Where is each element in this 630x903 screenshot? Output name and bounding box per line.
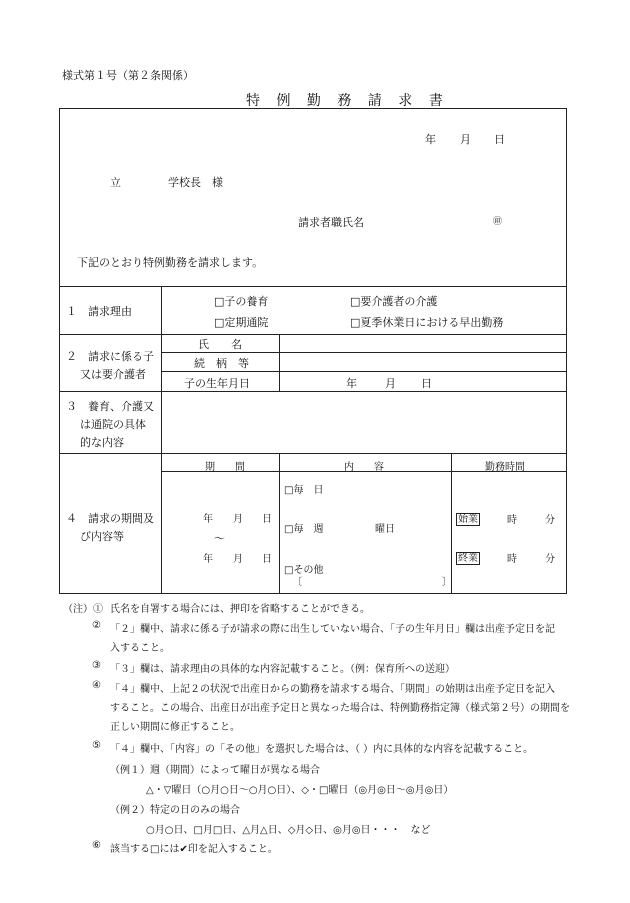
date-day: 日 — [494, 133, 505, 146]
requester-label: 請求者職氏名 — [298, 216, 364, 229]
period-end-day: 日 — [262, 554, 272, 565]
field-birthdate-label: 子の生年月日 — [184, 377, 250, 390]
note-2-line2: 入すること。 — [110, 643, 170, 654]
date-month: 月 — [460, 133, 471, 146]
period-start-month: 月 — [233, 514, 243, 525]
end-time-label: 終業 — [458, 553, 478, 564]
note-2-line1: 「２」欄中、請求に係る子が請求の際に出生していない場合、「子の生年月日」欄は出産予定日を記 — [110, 624, 555, 635]
period-tilde: ～ — [214, 532, 225, 545]
note-6: 該当する□には✔印を記入すること。 — [110, 844, 278, 855]
note-3: 「３」欄は、請求理由の具体的な内容記載すること。（例：保育所への送迎） — [110, 664, 455, 675]
col-hours: 勤務時間 — [485, 462, 525, 473]
option-child-care[interactable]: □子の養育 — [214, 295, 269, 308]
col-period: 期 間 — [205, 462, 245, 473]
start-time-label: 始業 — [458, 514, 478, 525]
start-minute: 分 — [545, 515, 555, 526]
note-2-num: ② — [92, 620, 101, 631]
note-5-num: ⑤ — [92, 740, 101, 751]
section2-label-line1: ２ 請求に係る子 — [66, 350, 154, 363]
section3-label-line1: ３ 養育、介護又 — [66, 400, 154, 413]
note-5: 「４」欄中、「内容」の「その他」を選択した場合は、（ ）内に具体的な内容を記載すること。 — [110, 744, 534, 755]
date-year: 年 — [425, 133, 436, 146]
example-2-detail: ○月○日、□月□日、△月△日、◇月◇日、◎月◎日・・・ など — [146, 825, 431, 836]
other-bracket-open: 〔 — [292, 577, 302, 588]
example-1: （例１）週（期間）によって曜日が異なる場合 — [110, 765, 320, 776]
section4-label-line1: ４ 請求の期間及 — [66, 512, 154, 525]
option-regular-hospital[interactable]: □定期通院 — [214, 316, 269, 329]
start-hour: 時 — [507, 515, 517, 526]
option-summer-early-shift[interactable]: □夏季休業日における早出勤務 — [350, 316, 504, 329]
note-4-line1: 「４」欄中、上記２の状況で出産日からの勤務を請求する場合、「期間」の始期は出産予定日を記入 — [110, 684, 555, 695]
period-end-year: 年 — [203, 554, 213, 565]
seal-mark: ㊞ — [493, 217, 503, 227]
example-2: （例２）特定の日のみの場合 — [110, 805, 240, 816]
section4-label-line2: び内容等 — [80, 530, 124, 543]
note-1: 氏名を自署する場合には、押印を省略することができる。 — [110, 604, 370, 615]
school-prefix: 立 — [110, 176, 121, 189]
birth-year: 年 — [346, 377, 357, 390]
end-minute: 分 — [545, 554, 555, 565]
option-daily[interactable]: □毎 日 — [284, 485, 324, 496]
option-weekly[interactable]: □毎 週 — [284, 524, 324, 535]
section3-label-line3: 的な内容 — [80, 436, 124, 449]
section3-label-line2: は通院の具体 — [80, 418, 146, 431]
form-number: 様式第１号（第２条関係） — [62, 69, 194, 82]
principal-addressee: 学校長 様 — [168, 176, 223, 189]
note-6-num: ⑥ — [92, 840, 101, 851]
period-start-day: 日 — [262, 514, 272, 525]
period-end-month: 月 — [233, 554, 243, 565]
note-4-line3: 正しい期間に修正すること。 — [110, 722, 240, 733]
section2-label-line2: 又は要介護者 — [80, 368, 146, 381]
col-content: 内 容 — [344, 462, 384, 473]
period-start-year: 年 — [203, 514, 213, 525]
other-bracket-close: 〕 — [442, 577, 452, 588]
note-4-num: ④ — [92, 680, 101, 691]
note-3-num: ③ — [92, 660, 101, 671]
field-relation-label: 続 柄 等 — [194, 357, 249, 370]
option-other[interactable]: □その他 — [284, 565, 324, 576]
weekday-label: 曜日 — [375, 524, 395, 535]
birth-month: 月 — [385, 377, 396, 390]
note-prefix: （注）① — [63, 604, 103, 615]
end-hour: 時 — [507, 554, 517, 565]
document-title: 特 例 勤 務 請 求 書 — [246, 93, 449, 109]
request-statement: 下記のとおり特例勤務を請求します。 — [77, 256, 264, 269]
field-name-label: 氏 名 — [198, 338, 242, 351]
note-4-line2: すること。この場合、出産日が出産予定日と異なった場合は、特例勤務指定簿（様式第２号）の期間を — [110, 703, 570, 714]
section1-label: １ 請求理由 — [66, 305, 132, 318]
example-1-detail: △・▽曜日（○月○日～○月○日）、◇・□曜日（◎月◎日～◎月◎日） — [146, 785, 454, 796]
birth-day: 日 — [421, 377, 432, 390]
option-nursing-care[interactable]: □要介護者の介護 — [350, 295, 438, 308]
